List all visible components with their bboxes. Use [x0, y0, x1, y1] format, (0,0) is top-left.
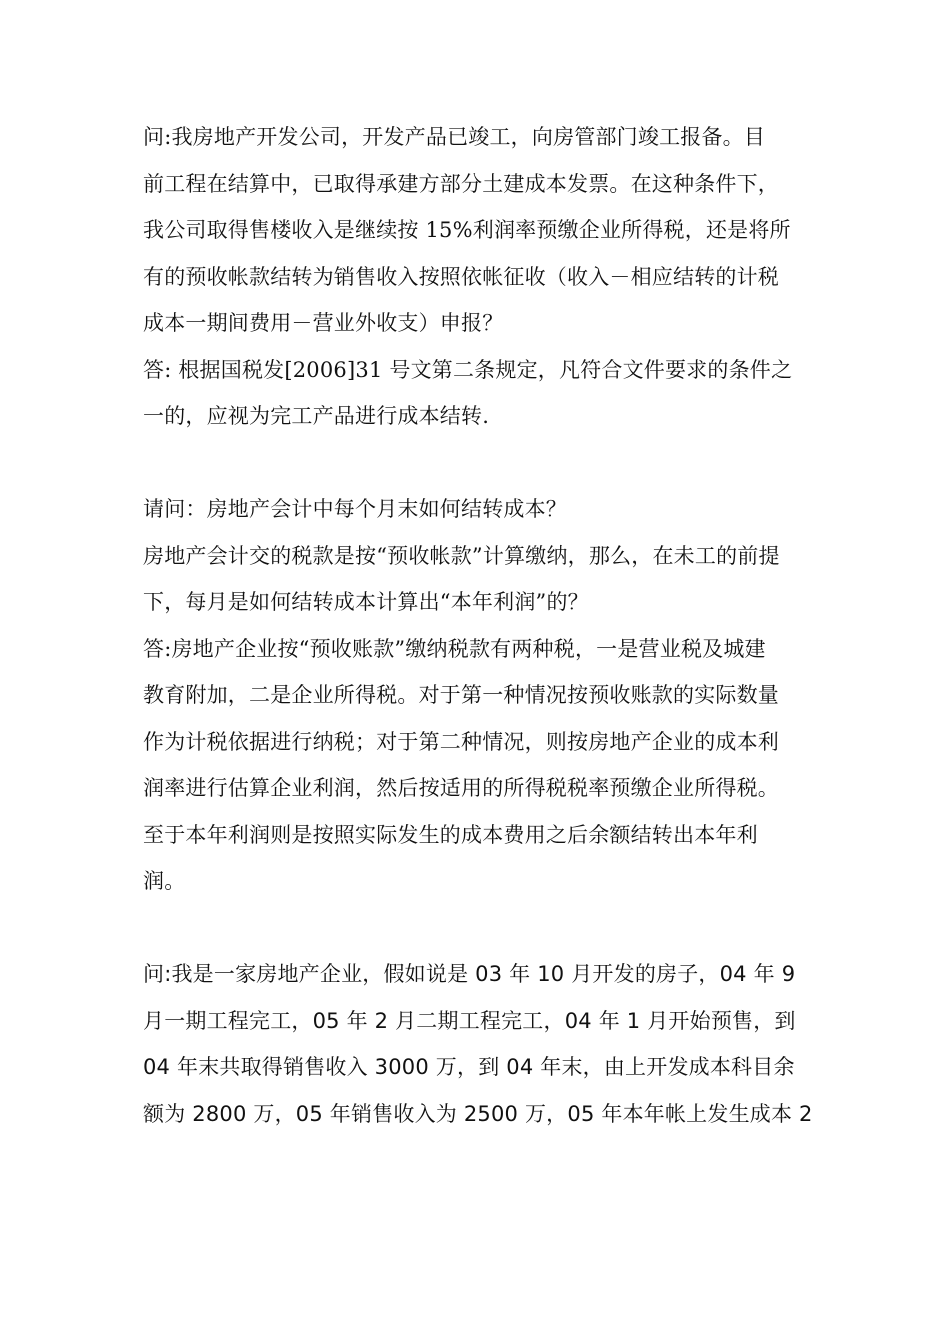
text-line: 04 年末共取得销售收入 3000 万，到 04 年末，由上开发成本科目余: [143, 1055, 795, 1079]
text-line: 我公司取得售楼收入是继续按 15%利润率预缴企业所得税，还是将所: [143, 218, 791, 242]
answer-2: [143, 626, 811, 905]
qa-block-1: [143, 114, 811, 440]
text-line: 答:房地产企业按“预收账款”缴纳税款有两种税，一是营业税及城建: [143, 636, 766, 661]
qa-block-2: [143, 486, 811, 905]
text-line: 月一期工程完工，05 年 2 月二期工程完工，04 年 1 月开始预售，到: [143, 1008, 796, 1033]
question-1: [143, 114, 811, 347]
text-line: 房地产会计交的税款是按“预收帐款”计算缴纳，那么，在未工的前提: [143, 543, 780, 568]
text-line: 请问：房地产会计中每个月末如何结转成本？: [143, 497, 567, 521]
text-line: 润率进行估算企业利润，然后按适用的所得税税率预缴企业所得税。: [143, 776, 779, 800]
qa-block-3: [143, 951, 811, 1137]
question-3: [143, 951, 811, 1137]
paragraph-spacer: [143, 440, 811, 487]
text-line: 成本一期间费用－营业外收支）申报？: [143, 311, 504, 335]
text-line: 有的预收帐款结转为销售收入按照依帐征收（收入－相应结转的计税: [143, 264, 779, 289]
text-line: 额为 2800 万，05 年销售收入为 2500 万，05 年本年帐上发生成本 2: [143, 1101, 813, 1126]
text-line: 问:我是一家房地产企业，假如说是 03 年 10 月开发的房子，04 年 9: [143, 962, 796, 986]
text-line: 润。: [143, 869, 186, 893]
question-2: [143, 486, 811, 626]
paragraph-spacer: [143, 905, 811, 952]
answer-1: [143, 347, 811, 440]
text-line: 前工程在结算中，已取得承建方部分土建成本发票。在这种条件下，: [143, 171, 779, 196]
text-line: 下，每月是如何结转成本计算出“本年利润”的？: [143, 590, 589, 614]
text-line: 一的，应视为完工产品进行成本结转.: [143, 404, 490, 428]
text-line: 问:我房地产开发公司，开发产品已竣工，向房管部门竣工报备。目: [143, 125, 766, 149]
document-body: [143, 114, 811, 1137]
text-line: 作为计税依据进行纳税；对于第二种情况，则按房地产企业的成本利: [143, 729, 779, 754]
text-line: 至于本年利润则是按照实际发生的成本费用之后余额结转出本年利: [143, 822, 758, 847]
text-line: 答: 根据国税发[2006]31 号文第二条规定，凡符合文件要求的条件之: [143, 357, 793, 382]
text-line: 教育附加，二是企业所得税。对于第一种情况按预收账款的实际数量: [143, 683, 779, 707]
